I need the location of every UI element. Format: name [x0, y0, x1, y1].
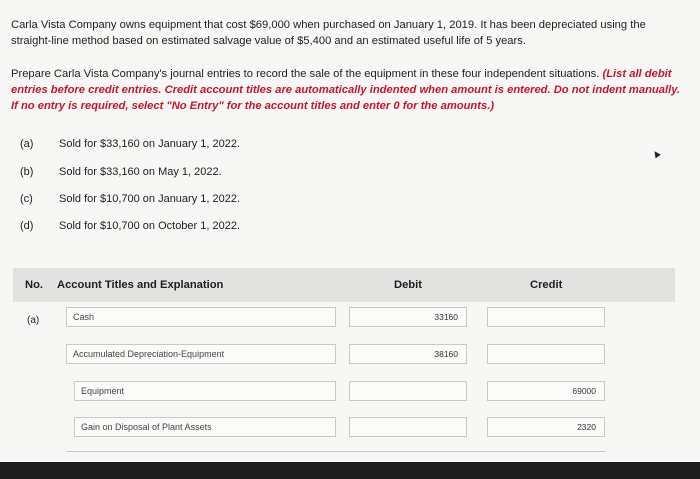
- debit-amount-field[interactable]: [349, 381, 467, 401]
- instructions-note: (List all debit entries before credit entries. Credit account titles are automatically indented when amount is entered. Do not indent manually. If no entry is required, select "No Entry" for the account titles and enter 0 for the amounts.): [11, 68, 681, 112]
- journal-table-header: [13, 268, 675, 302]
- column-debit: Debit: [394, 279, 422, 291]
- credit-amount-field[interactable]: 69000: [487, 381, 605, 401]
- situation-label: (a): [20, 138, 34, 150]
- credit-amount-field[interactable]: [487, 307, 605, 327]
- debit-amount-field[interactable]: [349, 417, 467, 437]
- problem-intro: Carla Vista Company owns equipment that cost $69,000 when purchased on January 1, 2019. It has been depreciated using the straight-line method based on estimated salvage value of $5,400 and an estimated useful life of 5 years.: [11, 19, 646, 47]
- debit-amount-field[interactable]: 33160: [349, 307, 467, 327]
- column-credit: Credit: [530, 279, 563, 291]
- instructions-main: Prepare Carla Vista Company's journal entries to record the sale of the equipment in these four independent situations.: [11, 68, 600, 80]
- screen-bezel: [0, 462, 700, 479]
- situation-text: Sold for $33,160 on May 1, 2022.: [59, 166, 222, 178]
- situation-label: (c): [20, 193, 33, 205]
- situation-text: Sold for $33,160 on January 1, 2022.: [59, 138, 241, 150]
- mouse-pointer-icon: ▲: [648, 145, 665, 163]
- instructions: [11, 66, 686, 114]
- debit-amount-field[interactable]: 38160: [349, 344, 467, 364]
- account-title-field[interactable]: Gain on Disposal of Plant Assets: [74, 417, 336, 437]
- column-no: No.: [25, 279, 44, 291]
- situation-label: (d): [20, 220, 34, 232]
- situation-label: (b): [20, 166, 34, 178]
- credit-amount-field[interactable]: 2320: [487, 417, 605, 437]
- entry-label: (a): [27, 315, 40, 326]
- account-title-field[interactable]: Accumulated Depreciation-Equipment: [66, 344, 336, 364]
- account-title-field[interactable]: Equipment: [74, 381, 336, 401]
- situation-text: Sold for $10,700 on October 1, 2022.: [59, 220, 241, 232]
- situation-text: Sold for $10,700 on January 1, 2022.: [59, 193, 241, 205]
- column-account-titles: Account Titles and Explanation: [57, 279, 224, 291]
- credit-amount-field[interactable]: [487, 344, 605, 364]
- account-title-field[interactable]: Cash: [66, 307, 336, 327]
